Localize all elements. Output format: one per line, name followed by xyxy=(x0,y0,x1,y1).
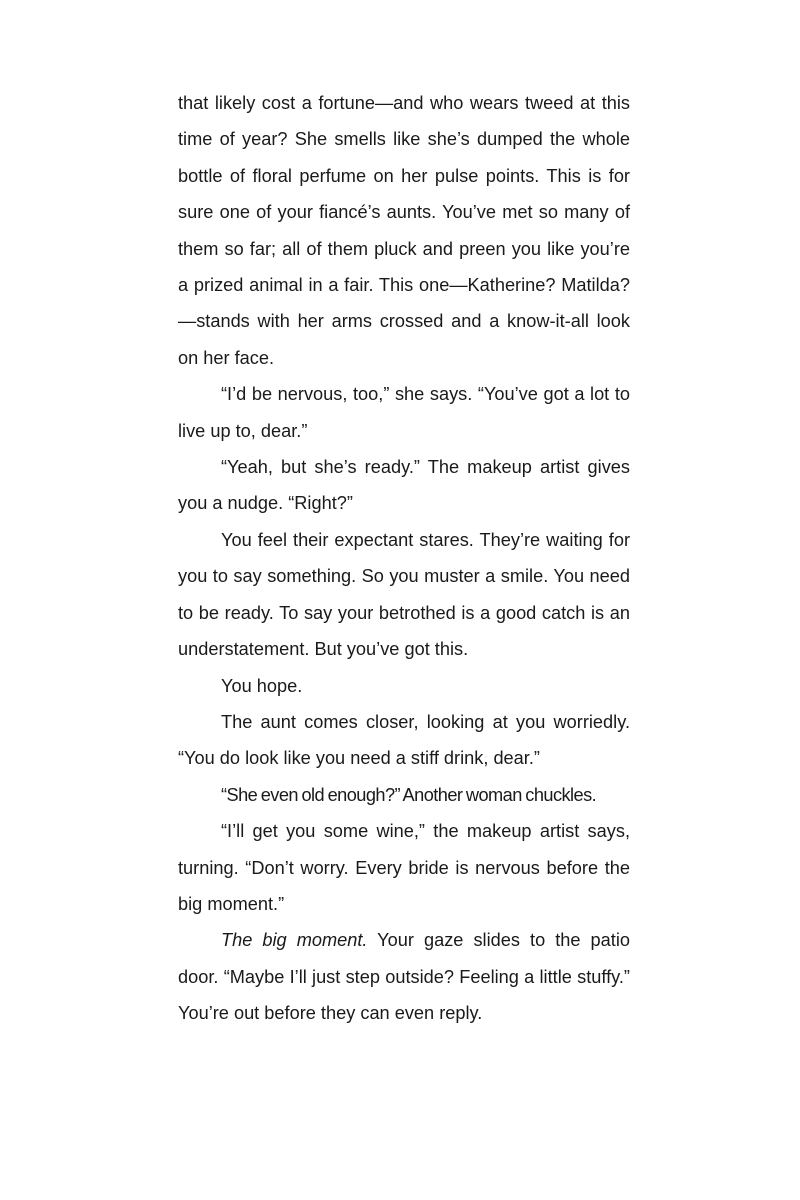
paragraph-old-enough: “She even old enough?” Another woman chuckles. xyxy=(221,784,597,805)
italic-lead-phrase: The big moment. xyxy=(221,930,368,951)
paragraph-aunt-nervous: “I’d be nervous, too,” she says. “You’ve got a lot to live up to, dear.” xyxy=(178,384,630,441)
paragraph-makeup-artist-ready: “Yeah, but she’s ready.” The makeup artist gives you a nudge. “Right?” xyxy=(178,457,630,514)
paragraph-aunt-closer: The aunt comes closer, looking at you worriedly. “You do look like you need a stiff drink, dear.” xyxy=(178,711,630,769)
paragraph-big-moment xyxy=(178,922,630,1031)
paragraph-continued: that likely cost a fortune—and who wears tweed at this time of year? She smells like she’s dumped the whole bottle of floral perfume on her pulse points. This is for sure one of your fiancé’s aunts. You’ve met so many of them so far; all of them pluck and preen you like you’re a prized animal in a fair. This one—Katherine? Matilda?—stands with her arms crossed and a know-it-all look on her face. xyxy=(178,93,630,368)
paragraph-wine: “I’ll get you some wine,” the makeup artist says, turning. “Don’t worry. Every bride is nervous before the big moment.” xyxy=(178,821,630,914)
paragraph-big-moment-text: Your gaze slides to the patio door. “Maybe I’ll just step outside? Feeling a little stuffy.” You’re out before they can even reply. xyxy=(178,930,630,1024)
paragraph-expectant-stares: You feel their expectant stares. They’re waiting for you to say something. So you muster a smile. You need to be ready. To say your betrothed is a good catch is an understatement. But you’ve got this. xyxy=(178,529,630,660)
book-page-text xyxy=(178,85,630,1032)
paragraph-you-hope: You hope. xyxy=(221,675,303,696)
